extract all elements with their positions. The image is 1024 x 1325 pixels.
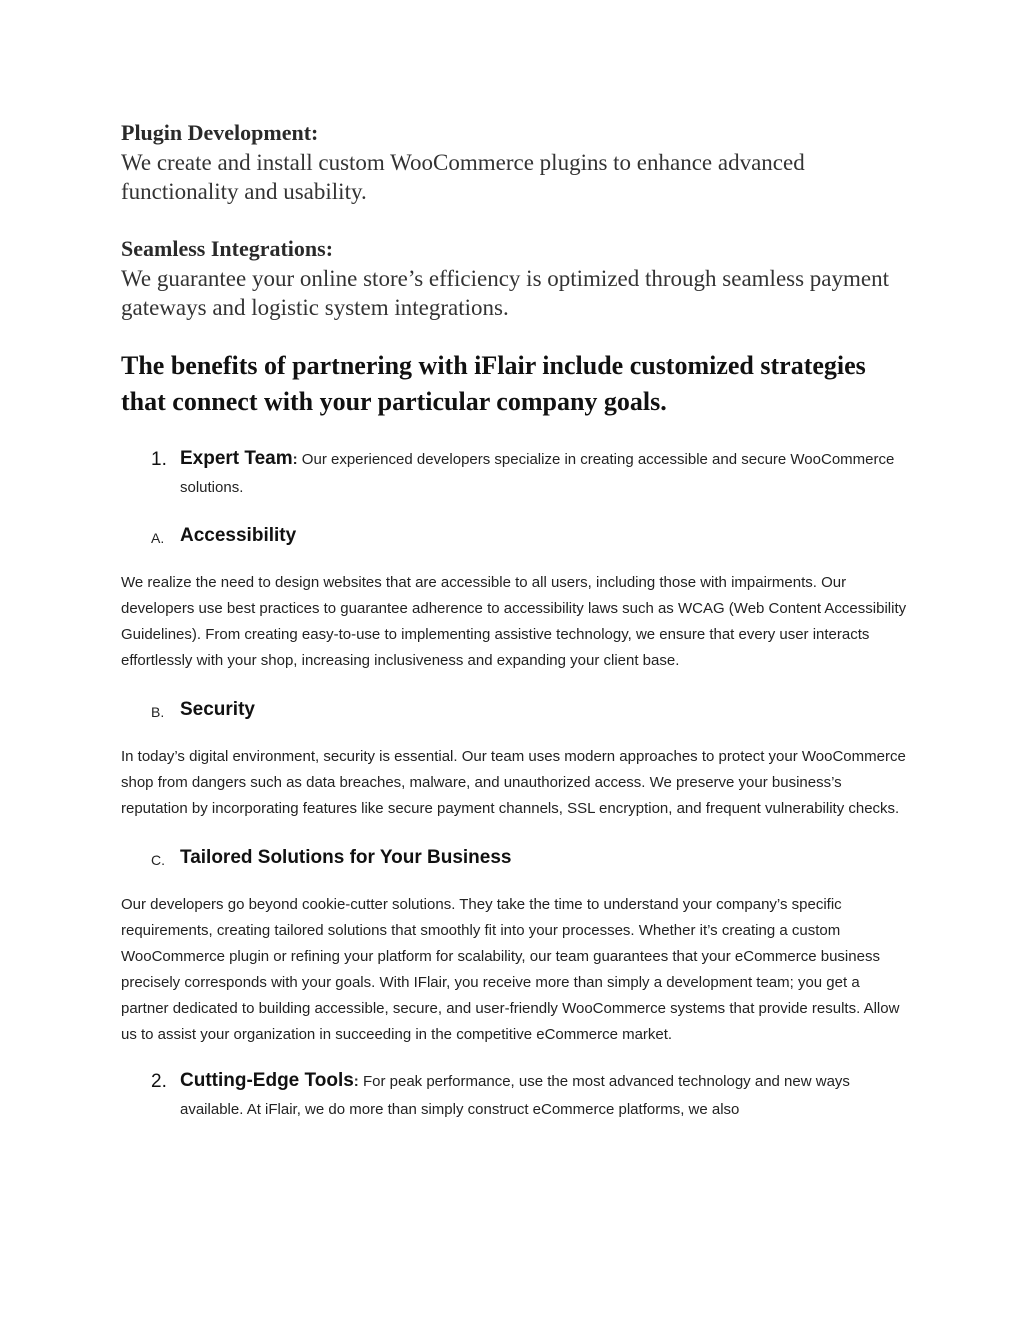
subsection-marker: B. [151,704,165,720]
subsection-marker: C. [151,852,165,868]
subsection-heading-security [121,696,911,724]
subsection-marker: A. [151,530,165,546]
list-item-colon: : [353,1073,359,1090]
section-heading: Plugin Development: [121,120,319,145]
list-number: 2. [151,1071,167,1092]
subsection-heading-tailored-solutions [121,844,911,872]
section-body: We create and install custom WooCommerce plugins to enhance advanced functionality and usability. [121,150,805,204]
subsection-body: In today’s digital environment, security is essential. Our team uses modern approaches to protect your WooCommerce shop from dangers such as data breaches, malware, and unauthorized access. We preserve your business’s reputation by incorporating features like secure payment channels, SSL encryption, and frequent vulnerability checks. [121,748,906,817]
section-body: We guarantee your online store’s efficiency is optimized through seamless payment gateways and logistic system integrations. [121,266,889,320]
list-item-cutting-edge-tools [121,1068,911,1124]
list-item-text: For peak performance, use the most advanced technology and new ways available. At iFlair, we do more than simply construct eCommerce platforms, we also [180,1073,850,1118]
subsection-heading-accessibility [121,522,911,550]
benefits-heading: The benefits of partnering with iFlair include customized strategies that connect with your particular company goals. [121,351,866,416]
subsection-body: Our developers go beyond cookie-cutter solutions. They take the time to understand your company’s specific requirements, creating tailored solutions that smoothly fit into your processes. Whether it’s creating a custom WooCommerce plugin or refining your platform for scalability, our team guarantees that your eCommerce business precisely corresponds with your goals. With IFlair, you receive more than simply a development team; you get a partner dedicated to building accessible, secure, and user-friendly WooCommerce systems that provide results. Allow us to assist your organization in succeeding in the competitive eCommerce market. [121,896,900,1043]
subsection-title: Accessibility [180,525,297,546]
list-item-colon: : [292,451,298,468]
section-plugin-development [121,118,911,206]
subsection-title: Tailored Solutions for Your Business [180,847,512,868]
document-page [121,118,911,1124]
list-item-text: Our experienced developers specialize in creating accessible and secure WooCommerce solutions. [180,451,895,496]
list-item-title: Expert Team [180,448,293,469]
list-item-expert-team [121,446,911,502]
section-heading: Seamless Integrations: [121,236,334,261]
subsection-body: We realize the need to design websites that are accessible to all users, including those with impairments. Our developers use best practices to guarantee adherence to accessibility laws such as WCAG (Web Content Accessibility Guidelines). From creating easy-to-use to implementing assistive technology, we ensure that every user interacts effortlessly with your shop, increasing inclusiveness and expanding your client base. [121,574,907,669]
subsection-title: Security [180,699,255,720]
list-item-title: Cutting-Edge Tools [180,1070,354,1091]
section-seamless-integrations [121,234,911,322]
list-number: 1. [151,449,167,470]
